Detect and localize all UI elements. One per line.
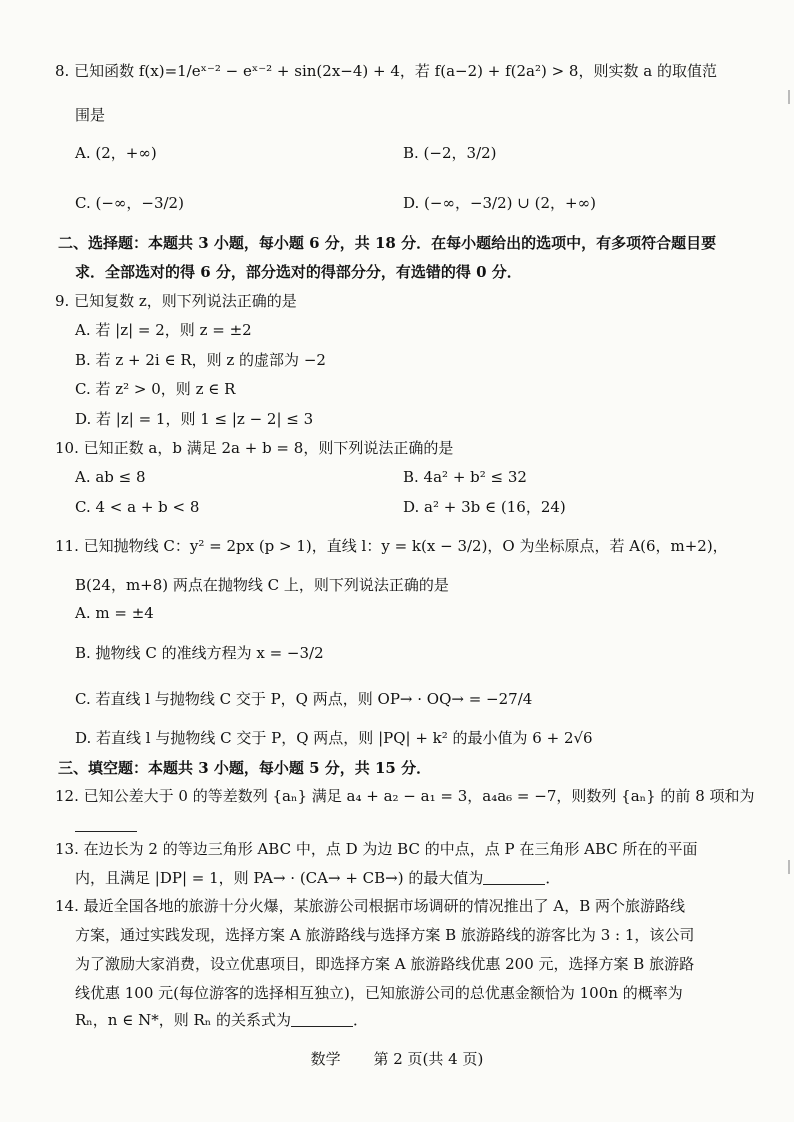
q10-option-a: A. ab ≤ 8	[75, 468, 146, 486]
section-2-heading: 二、选择题：本题共 3 小题，每小题 6 分，共 18 分．在每小题给出的选项中，有多项符合题目要	[58, 234, 717, 252]
scan-edge-mark	[788, 860, 790, 874]
footer-subject: 数学	[310, 1050, 341, 1068]
q10-option-d: D. a² + 3b ∈ (16，24)	[403, 498, 566, 516]
q14-line-5-row	[75, 1009, 368, 1031]
q8-stem-continuation: 围是	[75, 106, 106, 124]
q13-end: ．	[545, 869, 561, 887]
q8-stem: 8. 已知函数 f(x)=1/eˣ⁻² − eˣ⁻² + sin(2x−4) + 4，若 f(a−2) + f(2a²) > 8，则实数 a 的取值范	[55, 62, 717, 80]
q9-option-a: A. 若 |z| = 2，则 z = ±2	[75, 321, 252, 339]
q12-stem: 12. 已知公差大于 0 的等差数列 {aₙ} 满足 a₄ + a₂ − a₁ = 3，a₄a₆ = −7，则数列 {aₙ} 的前 8 项和为	[55, 787, 755, 805]
footer-page-number: 第 2 页(共 4 页)	[373, 1050, 484, 1068]
q11-option-a: A. m = ±4	[75, 604, 154, 622]
q13-stem-continuation: 内，且满足 |DP| = 1，则 PA→ · (CA→ + CB→) 的最大值为	[75, 869, 484, 887]
q14-line-2: 方案，通过实践发现，选择方案 A 旅游路线与选择方案 B 旅游路线的游客比为 3 : 1，该公司	[75, 926, 695, 944]
q14-line-4: 线优惠 100 元(每位游客的选择相互独立)，已知旅游公司的总优惠金额恰为 100n 的概率为	[75, 984, 683, 1002]
q9-option-c: C. 若 z² > 0，则 z ∈ R	[75, 380, 236, 398]
section-3-heading: 三、填空题：本题共 3 小题，每小题 5 分，共 15 分．	[58, 759, 432, 777]
q11-option-d: D. 若直线 l 与抛物线 C 交于 P，Q 两点，则 |PQ| + k² 的最小值为 6 + 2√6	[75, 729, 593, 747]
q14-line-3: 为了激励大家消费，设立优惠项目，即选择方案 A 旅游路线优惠 200 元，选择方案 B 旅游路	[75, 955, 695, 973]
q10-option-c: C. 4 < a + b < 8	[75, 498, 200, 516]
q9-option-b: B. 若 z + 2i ∈ R，则 z 的虚部为 −2	[75, 351, 326, 369]
q10-option-b: B. 4a² + b² ≤ 32	[403, 468, 527, 486]
section-2-heading-continuation: 求．全部选对的得 6 分，部分选对的得部分分，有选错的得 0 分．	[75, 263, 522, 281]
q14-end: ．	[353, 1011, 369, 1029]
q11-option-b: B. 抛物线 C 的准线方程为 x = −3/2	[75, 644, 324, 662]
q14-line-1: 14. 最近全国各地的旅游十分火爆，某旅游公司根据市场调研的情况推出了 A，B 两个旅游路线	[55, 897, 686, 915]
q12-answer-blank	[75, 814, 137, 836]
page-footer	[0, 1048, 794, 1069]
q10-stem: 10. 已知正数 a，b 满足 2a + b = 8，则下列说法正确的是	[55, 439, 454, 457]
q14-line-5: Rₙ，n ∈ N*，则 Rₙ 的关系式为	[75, 1011, 292, 1029]
q8-option-c: C. (−∞，−3/2)	[75, 194, 184, 212]
q13-stem-continuation-row	[75, 867, 560, 889]
q11-option-c: C. 若直线 l 与抛物线 C 交于 P，Q 两点，则 OP→ · OQ→ = −27/4	[75, 690, 533, 708]
scan-edge-mark	[788, 90, 790, 104]
q13-stem: 13. 在边长为 2 的等边三角形 ABC 中，点 D 为边 BC 的中点，点 P 在三角形 ABC 所在的平面	[55, 840, 698, 858]
q9-option-d: D. 若 |z| = 1，则 1 ≤ |z − 2| ≤ 3	[75, 410, 314, 428]
q13-answer-blank	[483, 870, 545, 885]
q8-option-d: D. (−∞，−3/2) ∪ (2，+∞)	[403, 194, 596, 212]
q8-option-a: A. (2，+∞)	[75, 144, 157, 162]
q9-stem: 9. 已知复数 z，则下列说法正确的是	[55, 292, 297, 310]
q8-option-b: B. (−2，3/2)	[403, 144, 497, 162]
q14-answer-blank	[291, 1012, 353, 1027]
q11-stem-continuation: B(24，m+8) 两点在抛物线 C 上，则下列说法正确的是	[75, 576, 449, 594]
q11-stem: 11. 已知抛物线 C：y² = 2px (p > 1)，直线 l：y = k(x − 3/2)，O 为坐标原点，若 A(6，m+2)，	[55, 537, 728, 555]
